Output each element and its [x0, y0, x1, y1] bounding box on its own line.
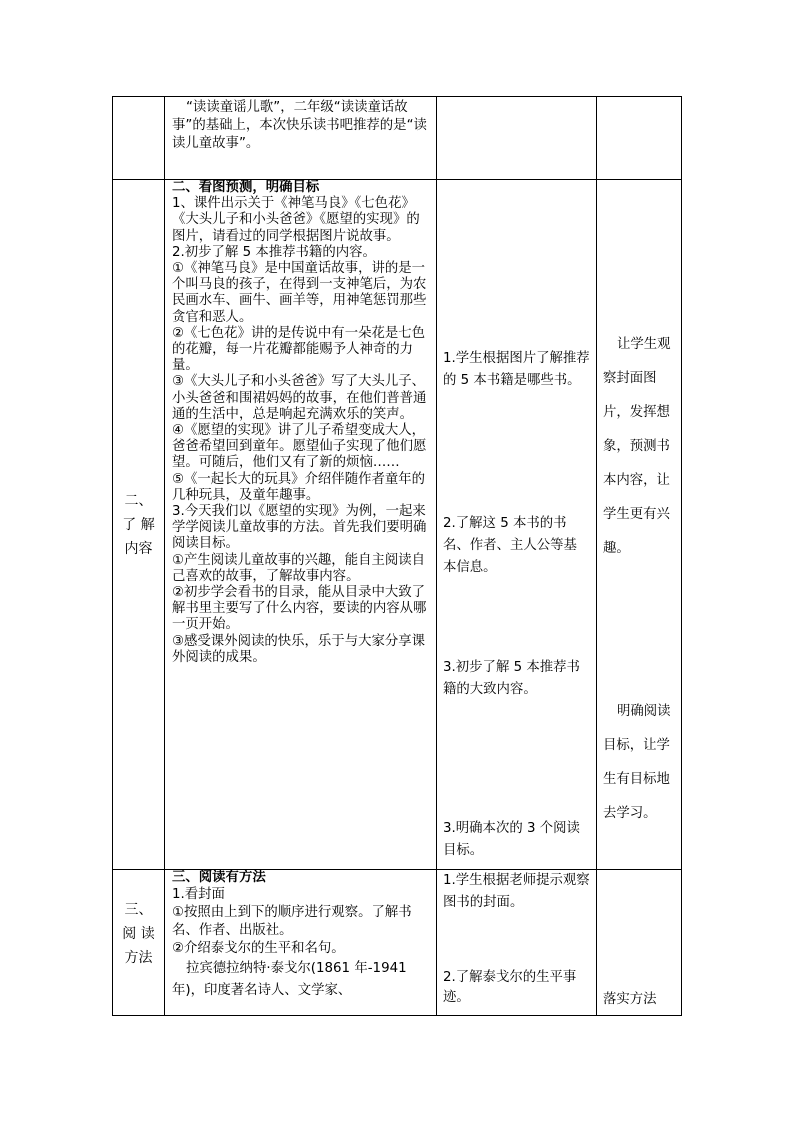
content-paragraph: ②初步学会看书的目录，能从目录中大致了解书里主要写了什么内容，要读的内容从哪一页开始。: [172, 585, 427, 633]
content-paragraph: ①产生阅读儿童故事的兴趣，能自主阅读自己喜欢的故事，了解故事内容。: [172, 552, 426, 584]
activity-item: 2.了解泰戈尔的生平事迹。: [443, 970, 577, 1005]
purpose-text: 落实方法: [603, 992, 657, 1007]
row-label-cell: [113, 870, 165, 1016]
content-paragraph: 1.看封面: [172, 887, 225, 903]
content-paragraph: ⑤《一起长大的玩具》介绍伴随作者童年的几种玩具，及童年趣事。: [172, 471, 426, 503]
activity-cell: [437, 180, 597, 870]
content-paragraph: 1、课件出示关于《神笔马良》《七色花》《大头儿子和小头爸爸》《愿望的实现》的图片，请看过的同学根据图片说故事。: [172, 196, 420, 244]
content-paragraph: ③感受课外阅读的快乐，乐于与大家分享课外阅读的成果。: [172, 633, 426, 665]
content-paragraph: ①《神笔马良》是中国童话故事，讲的是一个叫马良的孩子，在得到一支神笔后，为农民画水车、画牛、画羊等，用神笔惩罚那些贪官和恶人。: [172, 261, 427, 325]
table-row-understand: [113, 180, 682, 870]
activity-item: 1.学生根据图片了解推荐的 5 本书籍是哪些书。: [443, 351, 590, 388]
activity-item: 3.初步了解 5 本推荐书籍的大致内容。: [443, 660, 580, 697]
row-label-line: 二、: [124, 492, 153, 509]
activity-item: 1.学生根据老师提示观察图书的封面。: [443, 873, 590, 910]
section-heading: 二、看图预测，明确目标: [172, 180, 320, 195]
activity-item: 2.了解这 5 本书的书名、作者、主人公等基本信息。: [443, 516, 577, 575]
purpose-cell: [597, 180, 682, 870]
row-label-line: 了 解: [122, 516, 155, 533]
row-label-line: 阅 读: [122, 926, 155, 942]
content-cell: [165, 180, 437, 870]
content-paragraph: ①按照由上到下的顺序进行观察。了解书名、作者、出版社。: [172, 905, 412, 939]
content-cell: [165, 870, 437, 1016]
content-paragraph: 拉宾德拉纳特·泰戈尔(1861 年-1941 年)，印度著名诗人、文学家、: [172, 961, 407, 999]
row-label-line: 方法: [124, 950, 153, 966]
row-label-cell: [113, 180, 165, 870]
row-label-line: 内容: [124, 540, 153, 557]
content-cell: [165, 97, 437, 180]
content-paragraph: ④《愿望的实现》讲了儿子希望变成大人，爸爸希望回到童年。愿望仙子实现了他们愿望。可随后，他们又有了新的烦恼……: [172, 423, 427, 471]
content-paragraph: ②介绍泰戈尔的生平和名句。: [172, 941, 345, 957]
activity-cell: [437, 97, 597, 180]
content-paragraph: ③《大头儿子和小头爸爸》写了大头儿子、小头爸爸和围裙妈妈的故事，在他们普普通通的生活中，总是响起充满欢乐的笑声。: [172, 374, 427, 422]
content-paragraph: ②《七色花》讲的是传说中有一朵花是七色的花瓣，每一片花瓣都能赐予人神奇的力量。: [172, 325, 426, 374]
table-row-intro: [113, 97, 682, 180]
activity-item: 3.明确本次的 3 个阅读目标。: [443, 821, 580, 858]
row-label-cell: [113, 97, 165, 180]
purpose-cell: [597, 97, 682, 180]
purpose-cell: [597, 870, 682, 1016]
section-heading: 三、阅读有方法: [172, 870, 266, 885]
purpose-text: 让学生观察封面图片，发挥想象，预测书本内容，让学生更有兴趣。: [603, 337, 671, 556]
activity-cell: [437, 870, 597, 1016]
content-paragraph: 3.今天我们以《愿望的实现》为例，一起来学学阅读儿童故事的方法。首先我们要明确阅读目标。: [172, 504, 427, 552]
table-row-method: [113, 870, 682, 1016]
lesson-plan-table: [112, 96, 682, 1016]
intro-text: “读读童谣儿歌”，二年级“读读童话故事”的基础上，本次快乐读书吧推荐的是“读读儿童故事”。: [172, 100, 427, 151]
row-label-line: 三、: [124, 902, 153, 918]
content-paragraph: 2.初步了解 5 本推荐书籍的内容。: [172, 244, 376, 260]
purpose-text: 明确阅读目标，让学生有目标地去学习。: [603, 704, 671, 821]
